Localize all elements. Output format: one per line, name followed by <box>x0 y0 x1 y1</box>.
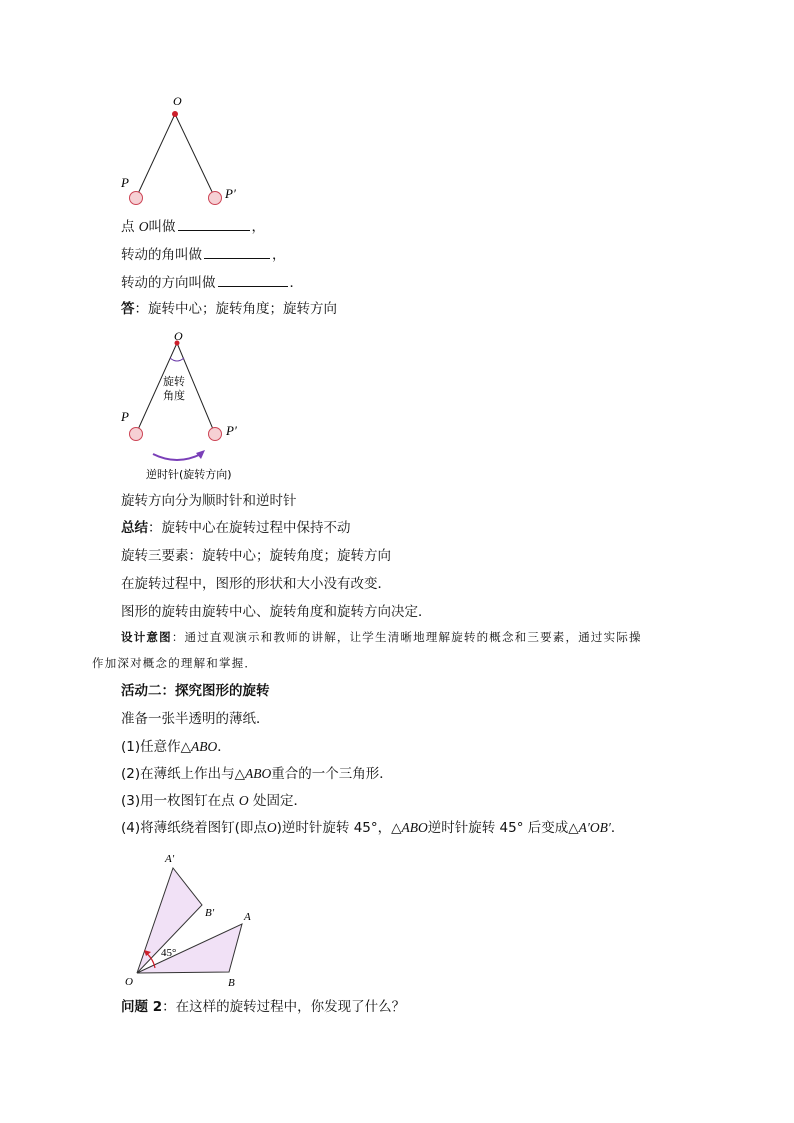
angle-label-1: 旋转 <box>163 375 185 388</box>
label-p-prime: P′ <box>225 186 236 201</box>
answer-blank-3[interactable] <box>218 272 288 287</box>
activity-step-1: (1)任意作△ABO． <box>121 739 231 755</box>
label-a-prime: A′ <box>165 853 175 865</box>
summary-line: 总结：旋转中心在旋转过程中保持不动 <box>121 520 351 536</box>
label-angle: 45° <box>161 947 177 959</box>
label-a: A <box>244 911 251 923</box>
activity-prep: 准备一张半透明的薄纸． <box>121 711 270 727</box>
question-line-3: 转动的方向叫做 ． <box>121 272 303 293</box>
activity-step-3: (3)用一枚图钉在点 O 处固定． <box>121 793 307 809</box>
direction-arrow <box>153 454 201 460</box>
determined-by: 图形的旋转由旋转中心、旋转角度和旋转方向决定． <box>121 604 432 620</box>
question-line-2: 转动的角叫做 ， <box>121 244 286 265</box>
triangle-rotation-figure <box>115 848 275 993</box>
three-elements: 旋转三要素：旋转中心；旋转角度；旋转方向 <box>121 548 391 564</box>
direction-label: 逆时针(旋转方向) <box>146 468 232 481</box>
answer-line: 答：旋转中心；旋转角度；旋转方向 <box>121 301 337 317</box>
question-2: 问题 2：在这样的旋转过程中，你发现了什么？ <box>121 999 406 1015</box>
rotation-figure-1 <box>115 92 245 212</box>
point-p-prime <box>209 192 222 205</box>
label-b: B <box>228 977 235 989</box>
label-p-prime: P′ <box>226 423 237 438</box>
point-p <box>130 428 143 441</box>
direction-kinds: 旋转方向分为顺时针和逆时针 <box>121 493 297 509</box>
answer-blank-2[interactable] <box>204 244 270 259</box>
label-o: O <box>174 329 183 343</box>
label-p: P <box>121 409 129 424</box>
label-o: O <box>125 976 133 988</box>
point-p-prime <box>209 428 222 441</box>
angle-arc <box>170 358 184 361</box>
point-o <box>172 111 178 117</box>
activity-title: 活动二：探究图形的旋转 <box>121 683 270 699</box>
label-p: P <box>121 175 129 190</box>
question-line-1: 点 O叫做 ， <box>121 216 265 237</box>
rotation-figure-2 <box>115 328 275 488</box>
shape-unchanged: 在旋转过程中，图形的形状和大小没有改变． <box>121 576 391 592</box>
angle-label-2: 角度 <box>163 389 185 402</box>
label-o: O <box>173 94 182 108</box>
answer-blank-1[interactable] <box>178 216 250 231</box>
label-b-prime: B′ <box>205 907 215 919</box>
point-p <box>130 192 143 205</box>
design-intent: 设计意图：通过直观演示和教师的讲解，让学生清晰地理解旋转的概念和三要素，通过实际操 作加深对概念的理解和掌握． <box>92 630 642 670</box>
activity-step-4: (4)将薄纸绕着图钉(即点O)逆时针旋转 45°，△ABO逆时针旋转 45° 后变成△A′OB′． <box>121 820 625 836</box>
activity-step-2: (2)在薄纸上作出与△ABO重合的一个三角形． <box>121 766 393 782</box>
